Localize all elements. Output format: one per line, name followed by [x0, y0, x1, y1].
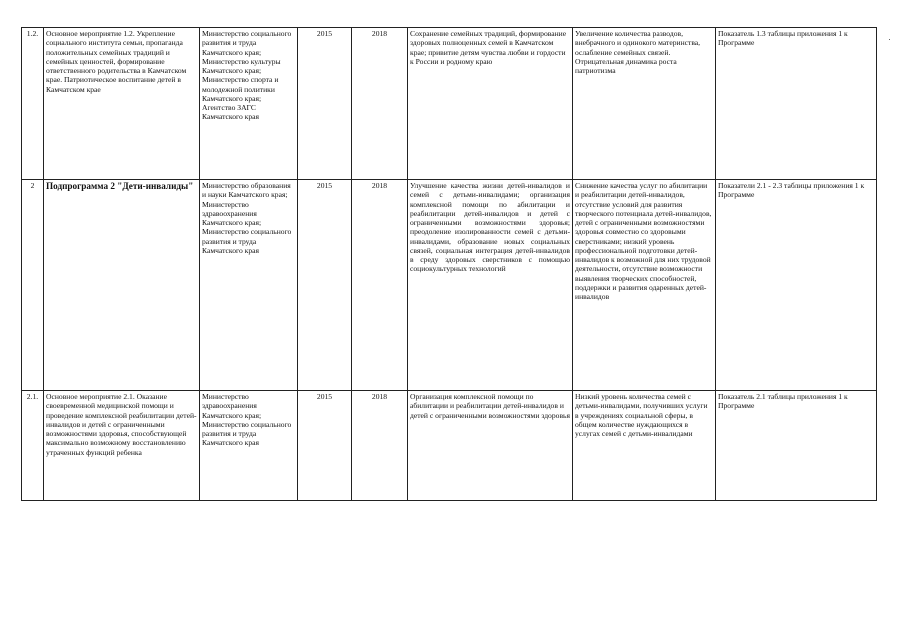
executor-item: Агентство ЗАГС Камчатского края	[202, 103, 259, 122]
row-number-cell	[22, 391, 44, 501]
row-number: 1.2.	[26, 29, 39, 38]
indicator-cell	[716, 391, 877, 501]
end-year-cell	[352, 180, 408, 391]
start-year: 2015	[316, 181, 333, 190]
indicator-link: Показатели 2.1 - 2.3 таблицы приложения 1 к Программе	[718, 181, 865, 200]
expected-result: Сохранение семейных традиций, формирование здоровых полноценных семей в Камчатском крае; привитие детям чувства любви и гордости к России и родному краю	[410, 29, 567, 66]
non-implementation-consequences: Низкий уровень количества семей с детьми-инвалидами, получивших услуги в учреждениях социальной сферы, в общем количестве нуждающихся в услугах семей с детьми-инвалидами	[575, 392, 708, 438]
end-year: 2018	[371, 29, 388, 38]
expected-result-cell	[408, 180, 573, 391]
measure-name-cell	[44, 28, 200, 180]
row-number: 2.1.	[26, 392, 39, 401]
subprogram-title: Подпрограмма 2 "Дети-инвалиды"	[46, 181, 194, 191]
start-year: 2015	[316, 392, 333, 401]
expected-result: Улучшение качества жизни детей-инвалидов и семей с детьми-инвалидами; организация комплексной помощи по абилитации и реабилитации детей-инвалидов и детей с ограниченными возможностями здоровья; преодоление изолированности семей с детьми-инвалидами, образование новых социальных связей, социальная интеграция детей-инвалидов в среду здоровых сверстников с помощью социокультурных технологий	[410, 181, 570, 274]
row-number-cell	[22, 28, 44, 180]
table-row	[22, 180, 877, 391]
executors-cell	[200, 28, 298, 180]
end-year-cell	[352, 391, 408, 501]
measure-name-cell	[44, 391, 200, 501]
start-year: 2015	[316, 29, 333, 38]
measure-name: Основное мероприятие 1.2. Укрепление социального института семьи, пропаганда положительных семейных традиций и семейных ценностей, формирование ответственного родительства в Камчатском крае. Патриотическое воспитание детей в Камчатском крае	[46, 29, 187, 94]
expected-result: Организация комплексной помощи по абилитации и реабилитации детей-инвалидов и детей с ограниченными возможностями здоровья	[410, 392, 570, 420]
start-year-cell	[298, 180, 352, 391]
executor-item: Министерство социального развития и труда Камчатского края	[202, 419, 292, 448]
indicator-cell	[716, 180, 877, 391]
start-year-cell	[298, 28, 352, 180]
start-year-cell	[298, 391, 352, 501]
expected-result-cell	[408, 391, 573, 501]
measure-name-cell	[44, 180, 200, 391]
non-implementation-consequences: Снижение качества услуг по абилитации и реабилитации детей-инвалидов, отсутствие условий для развития творческого потенциала детей-инвалидов, детей с ограниченными возможностями здоровья совместно со здоровыми сверстниками; низкий уровень профессиональной подготовки детей-инвалидов к возможной для них трудовой деятельности, отсутствие возможности выявления творческих способностей, поддержки и развития одаренных детей-инвалидов	[575, 181, 712, 301]
expected-result-cell	[408, 28, 573, 180]
table-row	[22, 28, 877, 180]
end-year: 2018	[371, 392, 388, 401]
row-number-cell	[22, 180, 44, 391]
executors-cell	[200, 180, 298, 391]
measures-table	[21, 27, 877, 501]
indicator-link: Показатель 2.1 таблицы приложения 1 к Программе	[718, 392, 848, 411]
executor-item: Министерство здравоохранения Камчатского края;	[202, 199, 262, 227]
executors-cell	[200, 391, 298, 501]
table-row	[22, 391, 877, 501]
non-implementation-consequences: Увеличение количества разводов, внебрачного и одинокого материнства, ослабление семейных связей. Отрицательная динамика роста патриотизма	[575, 29, 701, 75]
end-year-cell	[352, 28, 408, 180]
executor-item: Министерство здравоохранения Камчатского края;	[202, 392, 262, 420]
consequences-cell	[573, 391, 716, 501]
measure-name: Основное мероприятие 2.1. Оказание своевременной медицинской помощи и проведение комплексной реабилитации детей-инвалидов и детей с ограниченными возможностями здоровья, способствующей максимально возможному восстановлению утраченных функций ребенка	[46, 392, 197, 457]
executor-item: Министерство социального развития и труда Камчатского края	[202, 227, 292, 255]
executor-item: Министерство спорта и молодежной политики Камчатского края;	[202, 75, 279, 103]
consequences-cell	[573, 180, 716, 391]
executor-item: Министерство культуры Камчатского края;	[202, 56, 281, 75]
scan-dot	[889, 39, 890, 40]
indicator-cell	[716, 28, 877, 180]
executor-item: Министерство социального развития и труда Камчатского края;	[202, 29, 292, 57]
executor-item: Министерство образования и науки Камчатского края;	[202, 181, 291, 200]
consequences-cell	[573, 28, 716, 180]
end-year: 2018	[371, 181, 388, 190]
indicator-link: Показатель 1.3 таблицы приложения 1 к Программе	[718, 29, 848, 48]
row-number: 2	[30, 181, 35, 190]
